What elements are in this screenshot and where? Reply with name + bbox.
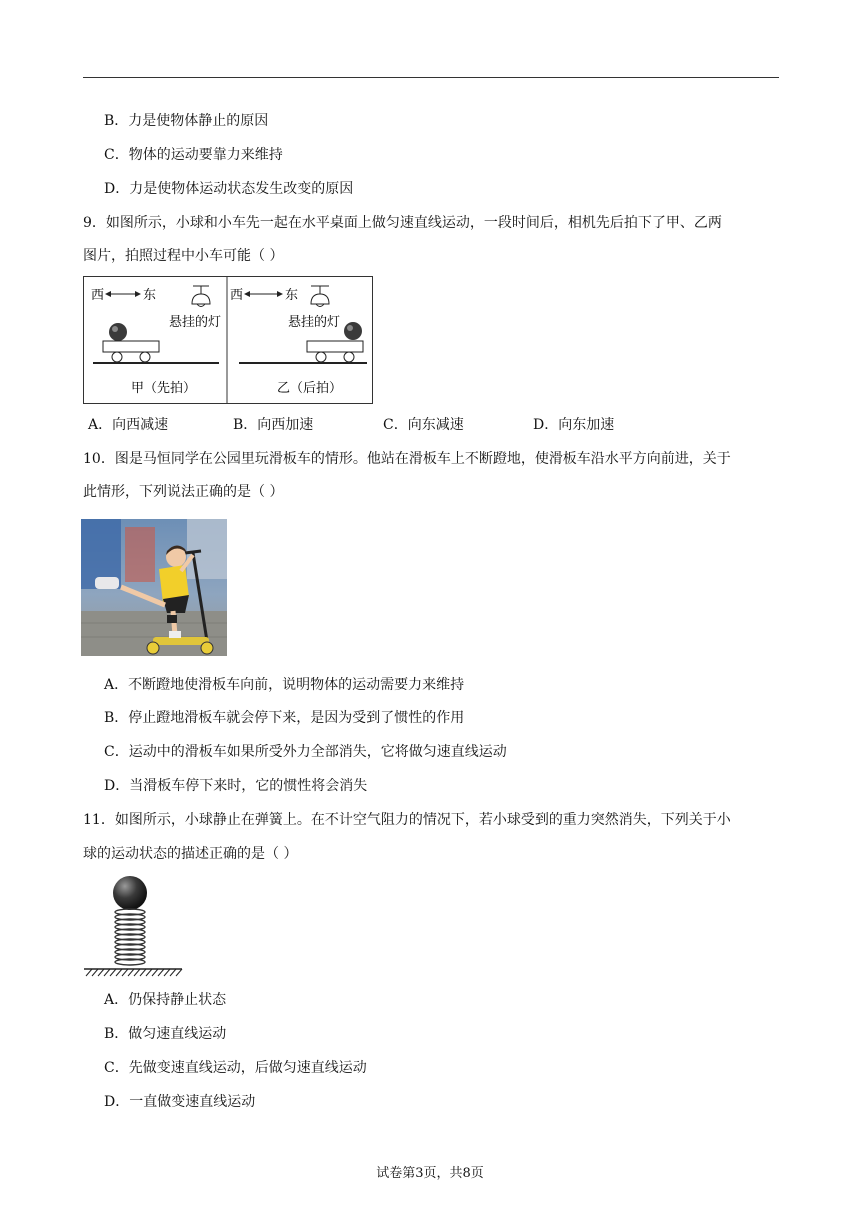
page-footer: 试卷第3页，共8页	[376, 1166, 484, 1181]
q8-option-d: D．力是使物体运动状态发生改变的原因	[104, 181, 354, 197]
q10-option-c: C．运动中的滑板车如果所受外力全部消失，它将做匀速直线运动	[104, 744, 507, 760]
q10-option-a: A．不断蹬地使滑板车向前，说明物体的运动需要力来维持	[104, 677, 465, 693]
ball-icon	[109, 323, 127, 341]
q11-spring-figure	[82, 874, 184, 978]
q9-stem-line1: 9．如图所示，小球和小车先一起在水平桌面上做匀速直线运动，一段时间后，相机先后拍下了甲、乙两	[83, 215, 722, 231]
cart-icon	[307, 341, 363, 352]
lamp-label: 悬挂的灯	[169, 315, 222, 330]
header-rule	[83, 77, 779, 78]
ball-icon	[344, 322, 362, 340]
q10-stem-line1: 10．图是马恒同学在公园里玩滑板车的情形。他站在滑板车上不断蹬地，使滑板车沿水平方向前进，关于	[83, 451, 731, 467]
q11-option-a: A．仍保持静止状态	[104, 992, 227, 1008]
direction-west-label: 西	[230, 288, 244, 303]
q11-option-d: D．一直做变速直线运动	[104, 1094, 256, 1110]
q9-option-c: C．向东减速	[383, 417, 464, 433]
caption-right: 乙（后拍）	[277, 381, 343, 396]
q10-stem-line2: 此情形，下列说法正确的是（ ）	[83, 484, 284, 500]
direction-east-label: 东	[143, 288, 157, 303]
q9-option-a: A．向西减速	[88, 417, 169, 433]
cart-icon	[103, 341, 159, 352]
q10-option-b: B．停止蹬地滑板车就会停下来，是因为受到了惯性的作用	[104, 710, 465, 726]
q8-option-c: C．物体的运动要靠力来维持	[104, 147, 283, 163]
q10-scooter-photo	[81, 519, 227, 656]
q8-option-b: B．力是使物体静止的原因	[104, 113, 269, 129]
q11-stem-line1: 11．如图所示，小球静止在弹簧上。在不计空气阻力的情况下，若小球受到的重力突然消失，下列关于小	[83, 812, 731, 828]
ball-icon	[113, 876, 147, 910]
caption-left: 甲（先拍）	[131, 381, 197, 396]
direction-west-label: 西	[91, 288, 105, 303]
direction-east-label: 东	[285, 288, 299, 303]
q9-option-d: D．向东加速	[533, 417, 615, 433]
q10-option-d: D．当滑板车停下来时，它的惯性将会消失	[104, 778, 368, 794]
q11-stem-line2: 球的运动状态的描述正确的是（ ）	[83, 846, 298, 862]
q11-option-b: B．做匀速直线运动	[104, 1026, 227, 1042]
ground-hatch	[86, 969, 182, 976]
lamp-label: 悬挂的灯	[288, 315, 341, 330]
q11-option-c: C．先做变速直线运动，后做匀速直线运动	[104, 1060, 367, 1076]
q9-stem-line2: 图片，拍照过程中小车可能（ ）	[83, 248, 284, 264]
q9-option-b: B．向西加速	[233, 417, 314, 433]
spring-icon	[115, 909, 145, 965]
q9-figure	[83, 276, 374, 405]
